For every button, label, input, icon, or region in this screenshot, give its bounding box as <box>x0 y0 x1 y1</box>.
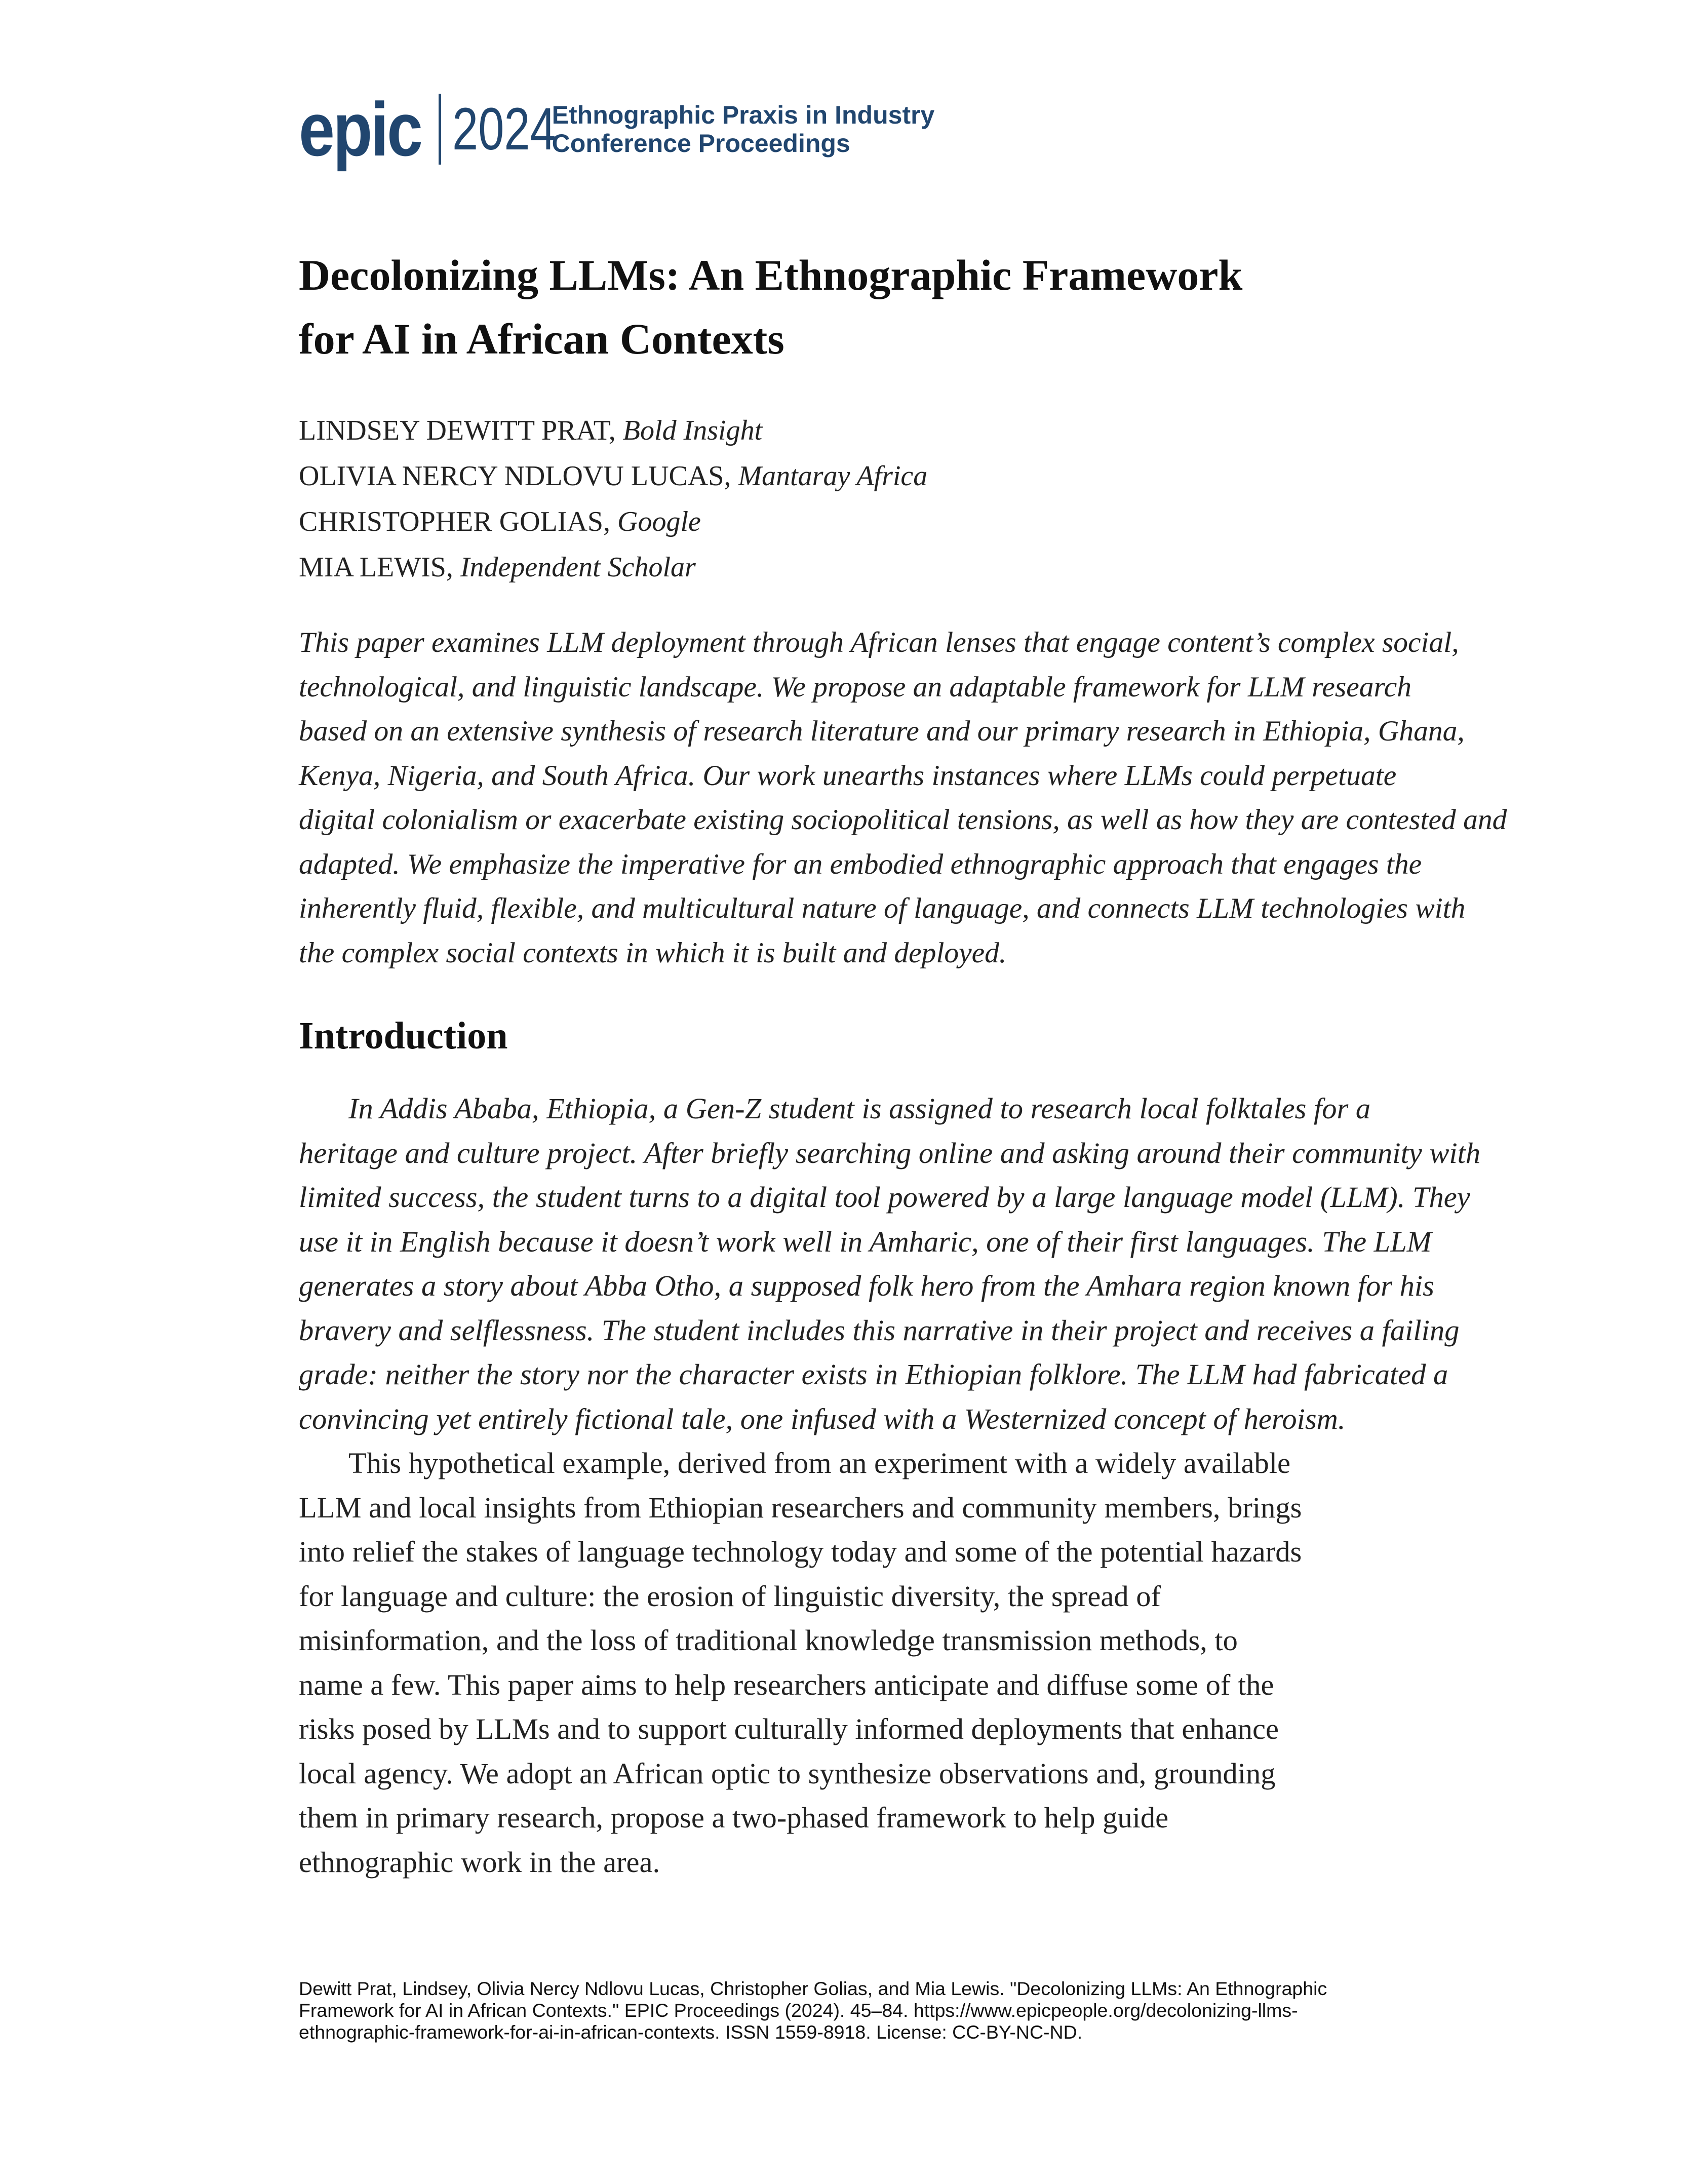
epic-logo[interactable] <box>299 89 934 170</box>
author-name: LINDSEY DEWITT PRAT, <box>299 415 616 446</box>
body-line: generates a story about Abba Otho, a supposed folk hero from the Amhara region known for his <box>299 1269 1434 1302</box>
logo-divider <box>439 94 441 165</box>
paragraph-intro-body <box>299 1441 1408 1884</box>
citation-line: Framework for AI in African Contexts." EPIC Proceedings (2024). 45–84. https://www.epicpeople.org/decolonizing-llms- <box>299 2000 1298 2021</box>
author-affiliation: Mantaray Africa <box>738 460 928 492</box>
author-affiliation: Independent Scholar <box>460 552 696 583</box>
author-entry <box>299 453 927 499</box>
author-affiliation: Bold Insight <box>622 415 763 446</box>
introduction-body <box>299 1086 1481 1884</box>
author-entry <box>299 499 927 544</box>
abstract-line: digital colonialism or exacerbate existing sociopolitical tensions, as well as how they are contested and <box>299 804 1507 836</box>
abstract-line: adapted. We emphasize the imperative for an embodied ethnographic approach that engages the <box>299 848 1422 880</box>
author-name: CHRISTOPHER GOLIAS, <box>299 506 611 537</box>
body-line: for language and culture: the erosion of linguistic diversity, the spread of <box>299 1579 1161 1613</box>
citation-line: ethnographic-framework-for-ai-in-african-contexts. ISSN 1559-8918. License: CC-BY-NC-ND. <box>299 2021 1083 2043</box>
abstract-line: This paper examines LLM deployment through African lenses that engage content’s complex social, <box>299 627 1459 658</box>
title-line: for AI in African Contexts <box>299 315 784 363</box>
body-line: convincing yet entirely fictional tale, one infused with a Westernized concept of heroism. <box>299 1402 1346 1435</box>
author-affiliation: Google <box>617 506 701 537</box>
logo-subtitle <box>552 101 935 158</box>
body-line: ethnographic work in the area. <box>299 1845 660 1879</box>
section-heading-introduction: Introduction <box>299 1015 508 1057</box>
body-line: local agency. We adopt an African optic to synthesize observations and, grounding <box>299 1757 1276 1790</box>
paper-title <box>299 243 1413 371</box>
author-entry <box>299 408 927 453</box>
abstract-line: inherently fluid, flexible, and multicultural nature of language, and connects LLM technologies with <box>299 892 1466 924</box>
logo-year: 2024 <box>452 96 556 163</box>
citation-line: Dewitt Prat, Lindsey, Olivia Nercy Ndlovu Lucas, Christopher Golias, and Mia Lewis. "Decolonizing LLMs: An Ethnographic <box>299 1978 1327 1999</box>
paragraph-italic-vignette <box>299 1086 1481 1441</box>
body-line: In Addis Ababa, Ethiopia, a Gen-Z student is assigned to research local folktales for a <box>348 1092 1371 1125</box>
abstract-line: Kenya, Nigeria, and South Africa. Our work unearths instances where LLMs could perpetuate <box>299 759 1397 792</box>
author-name: MIA LEWIS, <box>299 552 453 583</box>
logo-subtitle-line: Ethnographic Praxis in Industry <box>552 101 935 129</box>
body-line: risks posed by LLMs and to support culturally informed deployments that enhance <box>299 1712 1279 1745</box>
citation-footer <box>299 1978 1413 2043</box>
body-line: them in primary research, propose a two-phased framework to help guide <box>299 1801 1169 1834</box>
body-line: grade: neither the story nor the character exists in Ethiopian folklore. The LLM had fabricated a <box>299 1358 1448 1391</box>
author-name: OLIVIA NERCY NDLOVU LUCAS, <box>299 460 731 492</box>
logo-subtitle-line: Conference Proceedings <box>552 129 850 158</box>
abstract-line: based on an extensive synthesis of research literature and our primary research in Ethiopia, Ghana, <box>299 715 1465 747</box>
author-entry <box>299 544 927 590</box>
body-line: misinformation, and the loss of traditional knowledge transmission methods, to <box>299 1624 1238 1657</box>
body-line: bravery and selflessness. The student includes this narrative in their project and receives a failing <box>299 1313 1460 1347</box>
body-line: into relief the stakes of language technology today and some of the potential hazards <box>299 1535 1302 1568</box>
abstract-line: the complex social contexts in which it is built and deployed. <box>299 937 1007 969</box>
body-line: limited success, the student turns to a digital tool powered by a large language model (LLM). They <box>299 1181 1470 1214</box>
body-line: name a few. This paper aims to help researchers anticipate and diffuse some of the <box>299 1668 1274 1701</box>
logo-wordmark: epic <box>299 87 421 172</box>
abstract <box>299 620 1507 975</box>
title-line: Decolonizing LLMs: An Ethnographic Framework <box>299 251 1243 299</box>
author-list <box>299 408 927 590</box>
body-line: heritage and culture project. After briefly searching online and asking around their community with <box>299 1136 1481 1169</box>
body-line: This hypothetical example, derived from an experiment with a widely available <box>348 1447 1290 1479</box>
body-line: LLM and local insights from Ethiopian researchers and community members, brings <box>299 1491 1302 1524</box>
body-line: use it in English because it doesn’t work well in Amharic, one of their first languages. The LLM <box>299 1225 1432 1258</box>
abstract-line: technological, and linguistic landscape. We propose an adaptable framework for LLM research <box>299 671 1412 703</box>
